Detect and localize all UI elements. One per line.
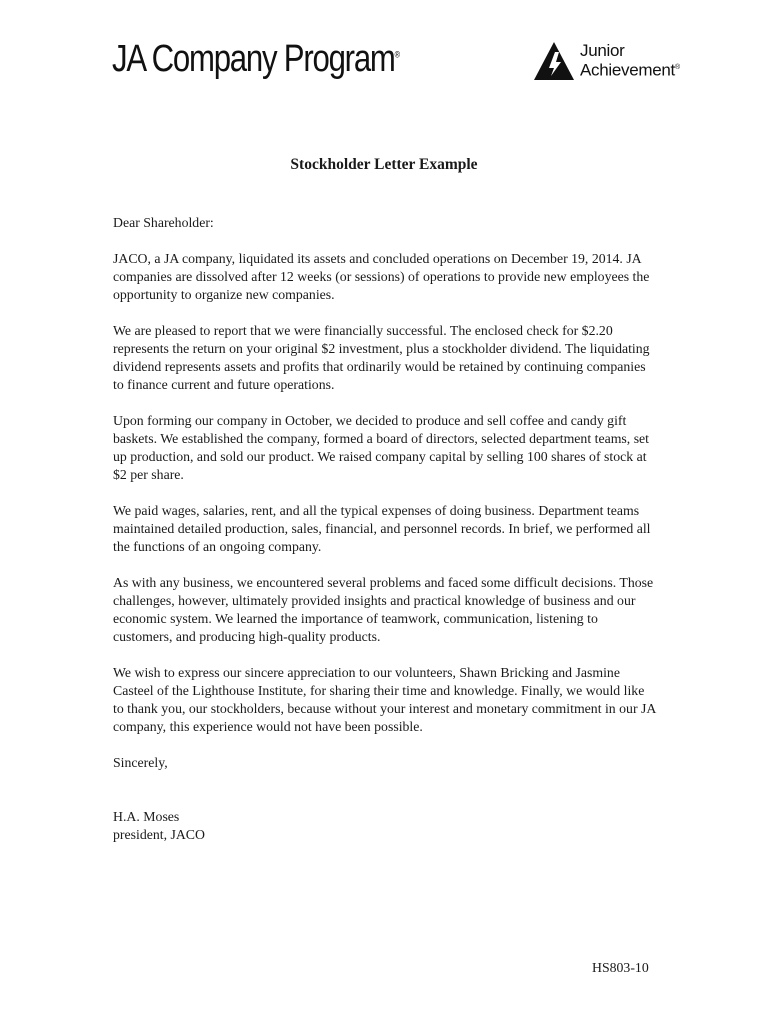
signer-name: H.A. Moses	[113, 809, 180, 824]
logo-wordmark	[580, 42, 680, 79]
salutation: Dear Shareholder:	[113, 215, 214, 230]
logo-trademark: ®	[674, 64, 680, 71]
paragraph-6: We wish to express our sincere appreciation to our volunteers, Shawn Bricking and Jasmine Casteel of the Lighthouse Institute, for sharing their time and knowledge. Finally, we would like to thank you, our stockholders, because without your interest and monetary commitment in our JA company, this experience would not have been possible.	[113, 665, 656, 734]
paragraph-4: We paid wages, salaries, rent, and all the typical expenses of doing business. Department teams maintained detailed production, sales, financial, and personnel records. In brief, we performed all the functions of an ongoing company.	[113, 503, 651, 554]
ja-triangle-icon	[534, 42, 574, 80]
paragraph-3: Upon forming our company in October, we decided to produce and sell coffee and candy gift baskets. We established the company, formed a board of directors, selected department teams, set up production, and sold our product. We raised company capital by selling 100 shares of stock at $2 per share.	[113, 413, 650, 482]
program-title	[112, 38, 400, 81]
document-code: HS803-10	[592, 960, 649, 975]
letter-body	[113, 214, 658, 844]
document-title: Stockholder Letter Example	[290, 156, 478, 173]
paragraph-5: As with any business, we encountered several problems and faced some difficult decisions. Those challenges, however, ultimately provided insights and practical knowledge of business and our economic system. We learned the importance of teamwork, communication, listening to customers, and producing high-quality products.	[113, 575, 654, 644]
signer-title: president, JACO	[113, 827, 205, 842]
paragraph-2: We are pleased to report that we were financially successful. The enclosed check for $2.20 represents the return on your original $2 investment, plus a stockholder dividend. The liquidating dividend represents assets and profits that ordinarily would be retained by continuing companies to finance current and future operations.	[113, 323, 650, 392]
registered-mark: ®	[394, 49, 401, 60]
junior-achievement-logo	[534, 42, 694, 82]
logo-line-achievement: Achievement	[580, 60, 675, 80]
logo-line-junior: Junior	[580, 41, 625, 60]
program-title-text: JA Company Program	[112, 38, 395, 80]
closing: Sincerely,	[113, 755, 168, 770]
paragraph-1: JACO, a JA company, liquidated its assets and concluded operations on December 19, 2014. JA companies are dissolved after 12 weeks (or sessions) of operations to provide new employees the opportunity to organize new companies.	[113, 251, 650, 302]
